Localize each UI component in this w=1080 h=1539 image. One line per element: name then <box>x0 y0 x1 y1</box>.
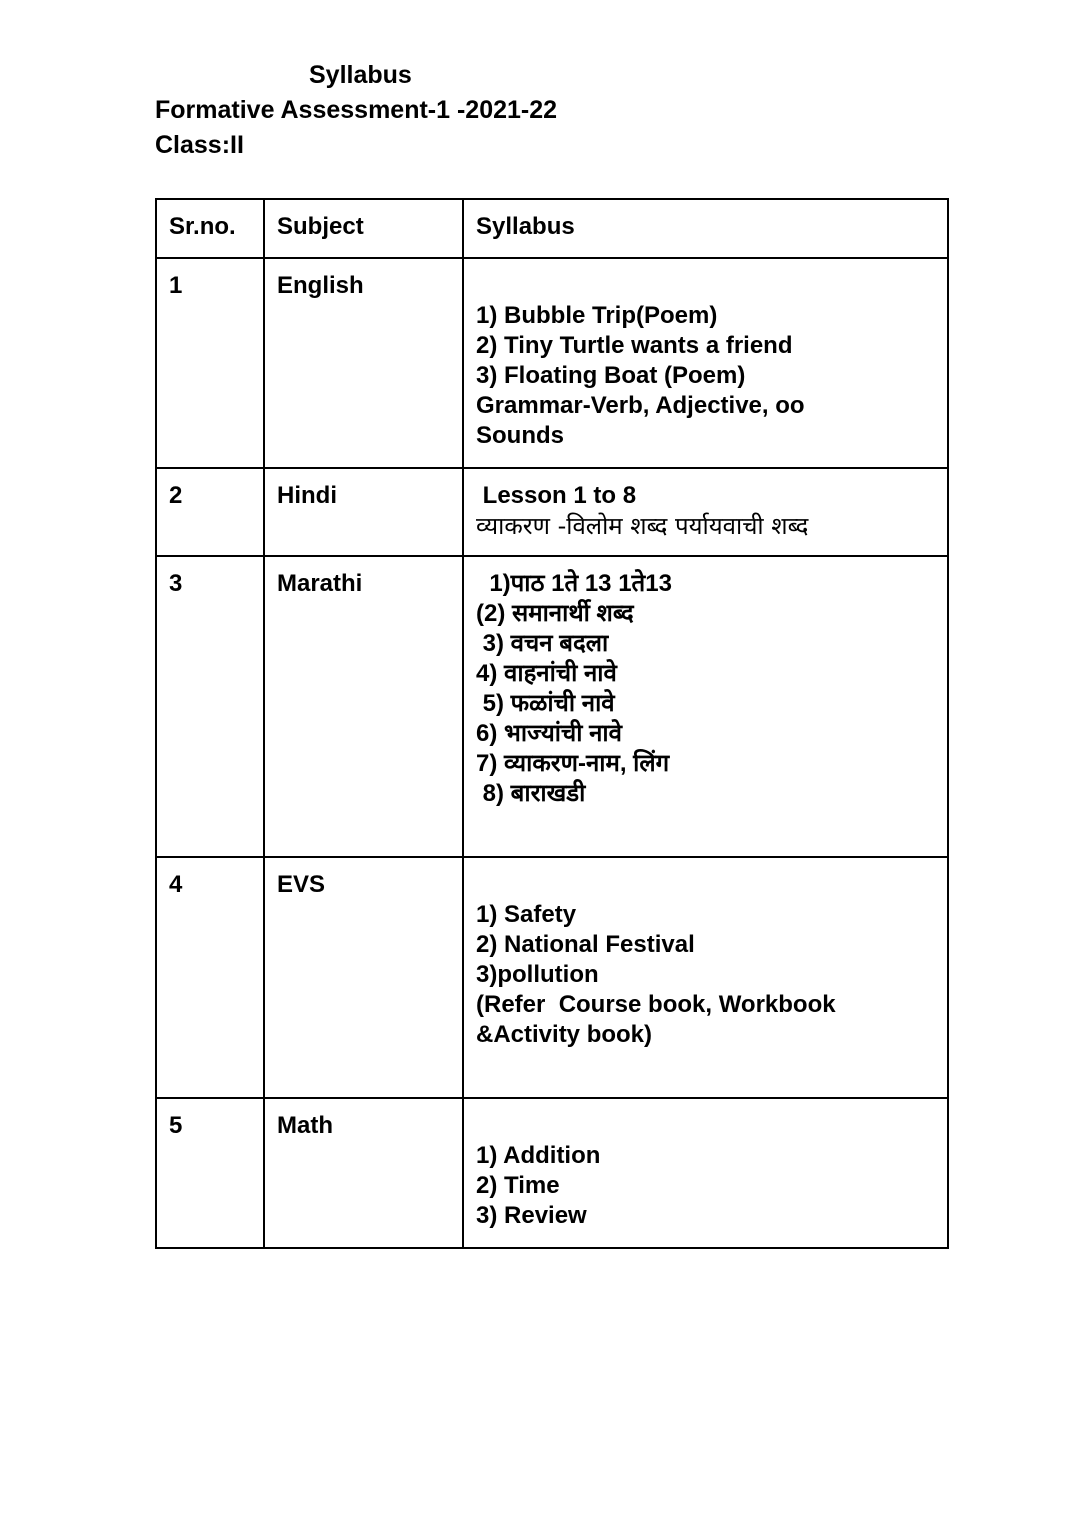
syllabus-line: 6) भाज्यांची नावे <box>476 720 622 747</box>
syllabus-line: 3)pollution <box>476 961 599 988</box>
heading-title: Syllabus <box>309 61 412 89</box>
document-heading <box>155 58 557 163</box>
row-syllabus <box>463 258 948 468</box>
table-row <box>156 1098 948 1248</box>
header-srno: Sr.no. <box>156 199 264 258</box>
syllabus-line: 3) Review <box>476 1202 587 1229</box>
row-srno: 1 <box>156 258 264 468</box>
syllabus-line: 5) फळांची नावे <box>476 690 615 717</box>
syllabus-line: Grammar-Verb, Adjective, oo <box>476 392 805 419</box>
row-subject: Math <box>264 1098 463 1248</box>
syllabus-line: Lesson 1 to 8 <box>476 482 637 509</box>
table-row <box>156 468 948 556</box>
row-subject: EVS <box>264 857 463 1098</box>
table-header-row <box>156 199 948 258</box>
heading-assessment: Formative Assessment-1 -2021-22 <box>155 96 558 124</box>
syllabus-line: 3) वचन बदला <box>476 630 609 657</box>
row-subject: Marathi <box>264 556 463 857</box>
row-subject: English <box>264 258 463 468</box>
row-srno: 4 <box>156 857 264 1098</box>
row-srno: 2 <box>156 468 264 556</box>
syllabus-table <box>155 198 949 1249</box>
syllabus-line: 7) व्याकरण-नाम, लिंग <box>476 750 670 777</box>
header-syllabus: Syllabus <box>463 199 948 258</box>
syllabus-line: 1) Addition <box>476 1142 601 1169</box>
syllabus-line: 8) बाराखडी <box>476 780 586 807</box>
syllabus-line: &Activity book) <box>476 1021 653 1048</box>
syllabus-line: 1) Safety <box>476 901 577 928</box>
table-row <box>156 556 948 857</box>
syllabus-line: 2) Time <box>476 1172 560 1199</box>
row-subject: Hindi <box>264 468 463 556</box>
header-subject: Subject <box>264 199 463 258</box>
row-syllabus <box>463 556 948 857</box>
row-syllabus <box>463 468 948 556</box>
syllabus-line: 2) National Festival <box>476 931 695 958</box>
syllabus-line: (2) समानार्थी शब्द <box>476 600 634 627</box>
syllabus-line: 1)पाठ 1ते 13 1ते13 <box>476 570 672 597</box>
table-row <box>156 258 948 468</box>
row-srno: 3 <box>156 556 264 857</box>
row-syllabus <box>463 1098 948 1248</box>
syllabus-line: 2) Tiny Turtle wants a friend <box>476 332 793 359</box>
heading-class: Class:II <box>155 131 244 159</box>
syllabus-line: Sounds <box>476 422 564 449</box>
syllabus-line: 1) Bubble Trip(Poem) <box>476 302 718 329</box>
syllabus-line: व्याकरण -विलोम शब्द पर्यायवाची शब्द <box>476 512 809 540</box>
syllabus-line: 4) वाहनांची नावे <box>476 660 617 687</box>
syllabus-line: (Refer Course book, Workbook <box>476 991 836 1018</box>
table-row <box>156 857 948 1098</box>
row-srno: 5 <box>156 1098 264 1248</box>
row-syllabus <box>463 857 948 1098</box>
syllabus-line: 3) Floating Boat (Poem) <box>476 362 746 389</box>
